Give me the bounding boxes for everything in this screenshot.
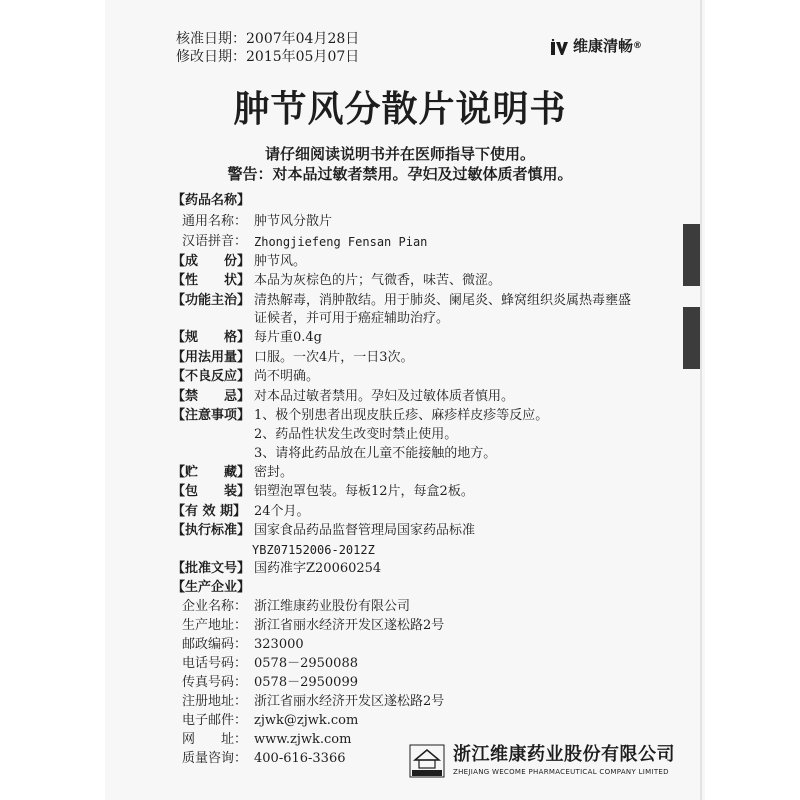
- address-label: 生产地址：: [182, 618, 248, 633]
- approval-number-value: 国药准字Z20060254: [254, 561, 382, 576]
- registered-address-value: 浙江省丽水经济开发区遂松路2号: [254, 694, 445, 709]
- ingredients-label: 【成 份】: [172, 254, 251, 269]
- precaution-item: 3、请将此药品放在儿童不能接触的地方。: [254, 446, 497, 461]
- company-label: 企业名称：: [182, 599, 248, 614]
- indications-line-1: 清热解毒，消肿散结。用于肺炎、阑尾炎、蜂窝组织炎属热毒壅盛: [254, 293, 632, 308]
- brand-logo: [551, 36, 642, 56]
- registered-address-label: 注册地址：: [182, 694, 248, 709]
- approval-number-label: 【批准文号】: [172, 561, 251, 576]
- email-label: 电子邮件：: [182, 713, 248, 728]
- manufacturer-header: 【生产企业】: [172, 580, 251, 595]
- spec-label: 【规 格】: [172, 330, 251, 345]
- edge-tab-lower: [683, 307, 700, 369]
- website-value: www.zjwk.com: [254, 732, 352, 747]
- postcode-value: 323000: [254, 637, 304, 652]
- postcode-label: 邮政编码：: [182, 637, 248, 652]
- warning-notice: 警告：对本品过敏者禁用。孕妇及过敏体质者慎用。: [227, 165, 573, 183]
- fax-value: 0578－2950099: [254, 675, 358, 690]
- precaution-item: 2、药品性状发生改变时禁止使用。: [254, 427, 458, 442]
- edge-tab-upper: [683, 224, 700, 286]
- indications-label: 【功能主治】: [172, 293, 251, 308]
- hotline-label: 质量咨询：: [182, 751, 248, 766]
- hotline-value: 400-616-3366: [254, 751, 346, 766]
- precaution-item: 1、极个别患者出现皮肤丘疹、麻疹样皮疹等反应。: [254, 408, 549, 423]
- spec-value: 每片重0.4g: [254, 330, 322, 345]
- contraindications-value: 对本品过敏者禁用。孕妇及过敏体质者慎用。: [254, 389, 515, 404]
- address-value: 浙江省丽水经济开发区遂松路2号: [254, 618, 445, 633]
- indications-line-2: 证候者，并可用于癌症辅助治疗。: [254, 311, 450, 326]
- approval-date: 核准日期：2007年04月28日: [176, 31, 360, 47]
- package-label: 【包 装】: [172, 484, 251, 499]
- adverse-value: 尚不明确。: [254, 369, 320, 384]
- email-value: zjwk@zjwk.com: [254, 713, 359, 728]
- standard-line-2: YBZ07152006-2012Z: [252, 543, 375, 557]
- properties-value: 本品为灰棕色的片；气微香，味苦、微涩。: [254, 273, 502, 288]
- precautions-label: 【注意事项】: [172, 408, 251, 423]
- company-emblem-icon: [409, 744, 445, 778]
- common-name-label: 通用名称：: [182, 214, 248, 229]
- brand-name: 维康清畅: [573, 37, 634, 55]
- reading-notice: 请仔细阅读说明书并在医师指导下使用。: [264, 145, 535, 163]
- contraindications-label: 【禁 忌】: [172, 389, 251, 404]
- dosage-label: 【用法用量】: [172, 350, 251, 365]
- revision-date: 修改日期：2015年05月07日: [176, 49, 360, 65]
- fax-label: 传真号码：: [182, 675, 248, 690]
- company-value: 浙江维康药业股份有限公司: [254, 599, 411, 614]
- phone-label: 电话号码：: [182, 656, 248, 671]
- website-label: 网 址：: [182, 732, 248, 747]
- standard-line-1: 国家食品药品监督管理局国家药品标准: [254, 523, 476, 538]
- storage-label: 【贮 藏】: [172, 465, 251, 480]
- ingredients-value: 肿节风。: [254, 254, 307, 269]
- dosage-value: 口服。一次4片，一日3次。: [254, 350, 414, 365]
- footer-company-name-cn: 浙江维康药业股份有限公司: [453, 744, 675, 765]
- drug-name-header: 【药品名称】: [172, 193, 251, 208]
- registered-mark: ®: [633, 41, 643, 51]
- pinyin-label: 汉语拼音：: [182, 234, 248, 249]
- package-value: 铝塑泡罩包装。每板12片，每盒2板。: [254, 484, 474, 499]
- storage-value: 密封。: [254, 465, 294, 480]
- pinyin-value: Zhongjiefeng Fensan Pian: [254, 235, 428, 249]
- footer-company-name-en: ZHEJIANG WECOME PHARMACEUTICAL COMPANY LIMITED: [453, 768, 669, 776]
- properties-label: 【性 状】: [172, 273, 251, 288]
- validity-value: 24个月。: [254, 504, 310, 519]
- adverse-label: 【不良反应】: [172, 369, 251, 384]
- standard-label: 【执行标准】: [172, 523, 251, 538]
- document-title: 肿节风分散片说明书: [233, 89, 567, 130]
- phone-value: 0578－2950088: [254, 656, 358, 671]
- validity-label: 【有 效 期】: [172, 504, 247, 519]
- common-name-value: 肿节风分散片: [254, 214, 333, 229]
- brand-logo-icon: [551, 39, 571, 55]
